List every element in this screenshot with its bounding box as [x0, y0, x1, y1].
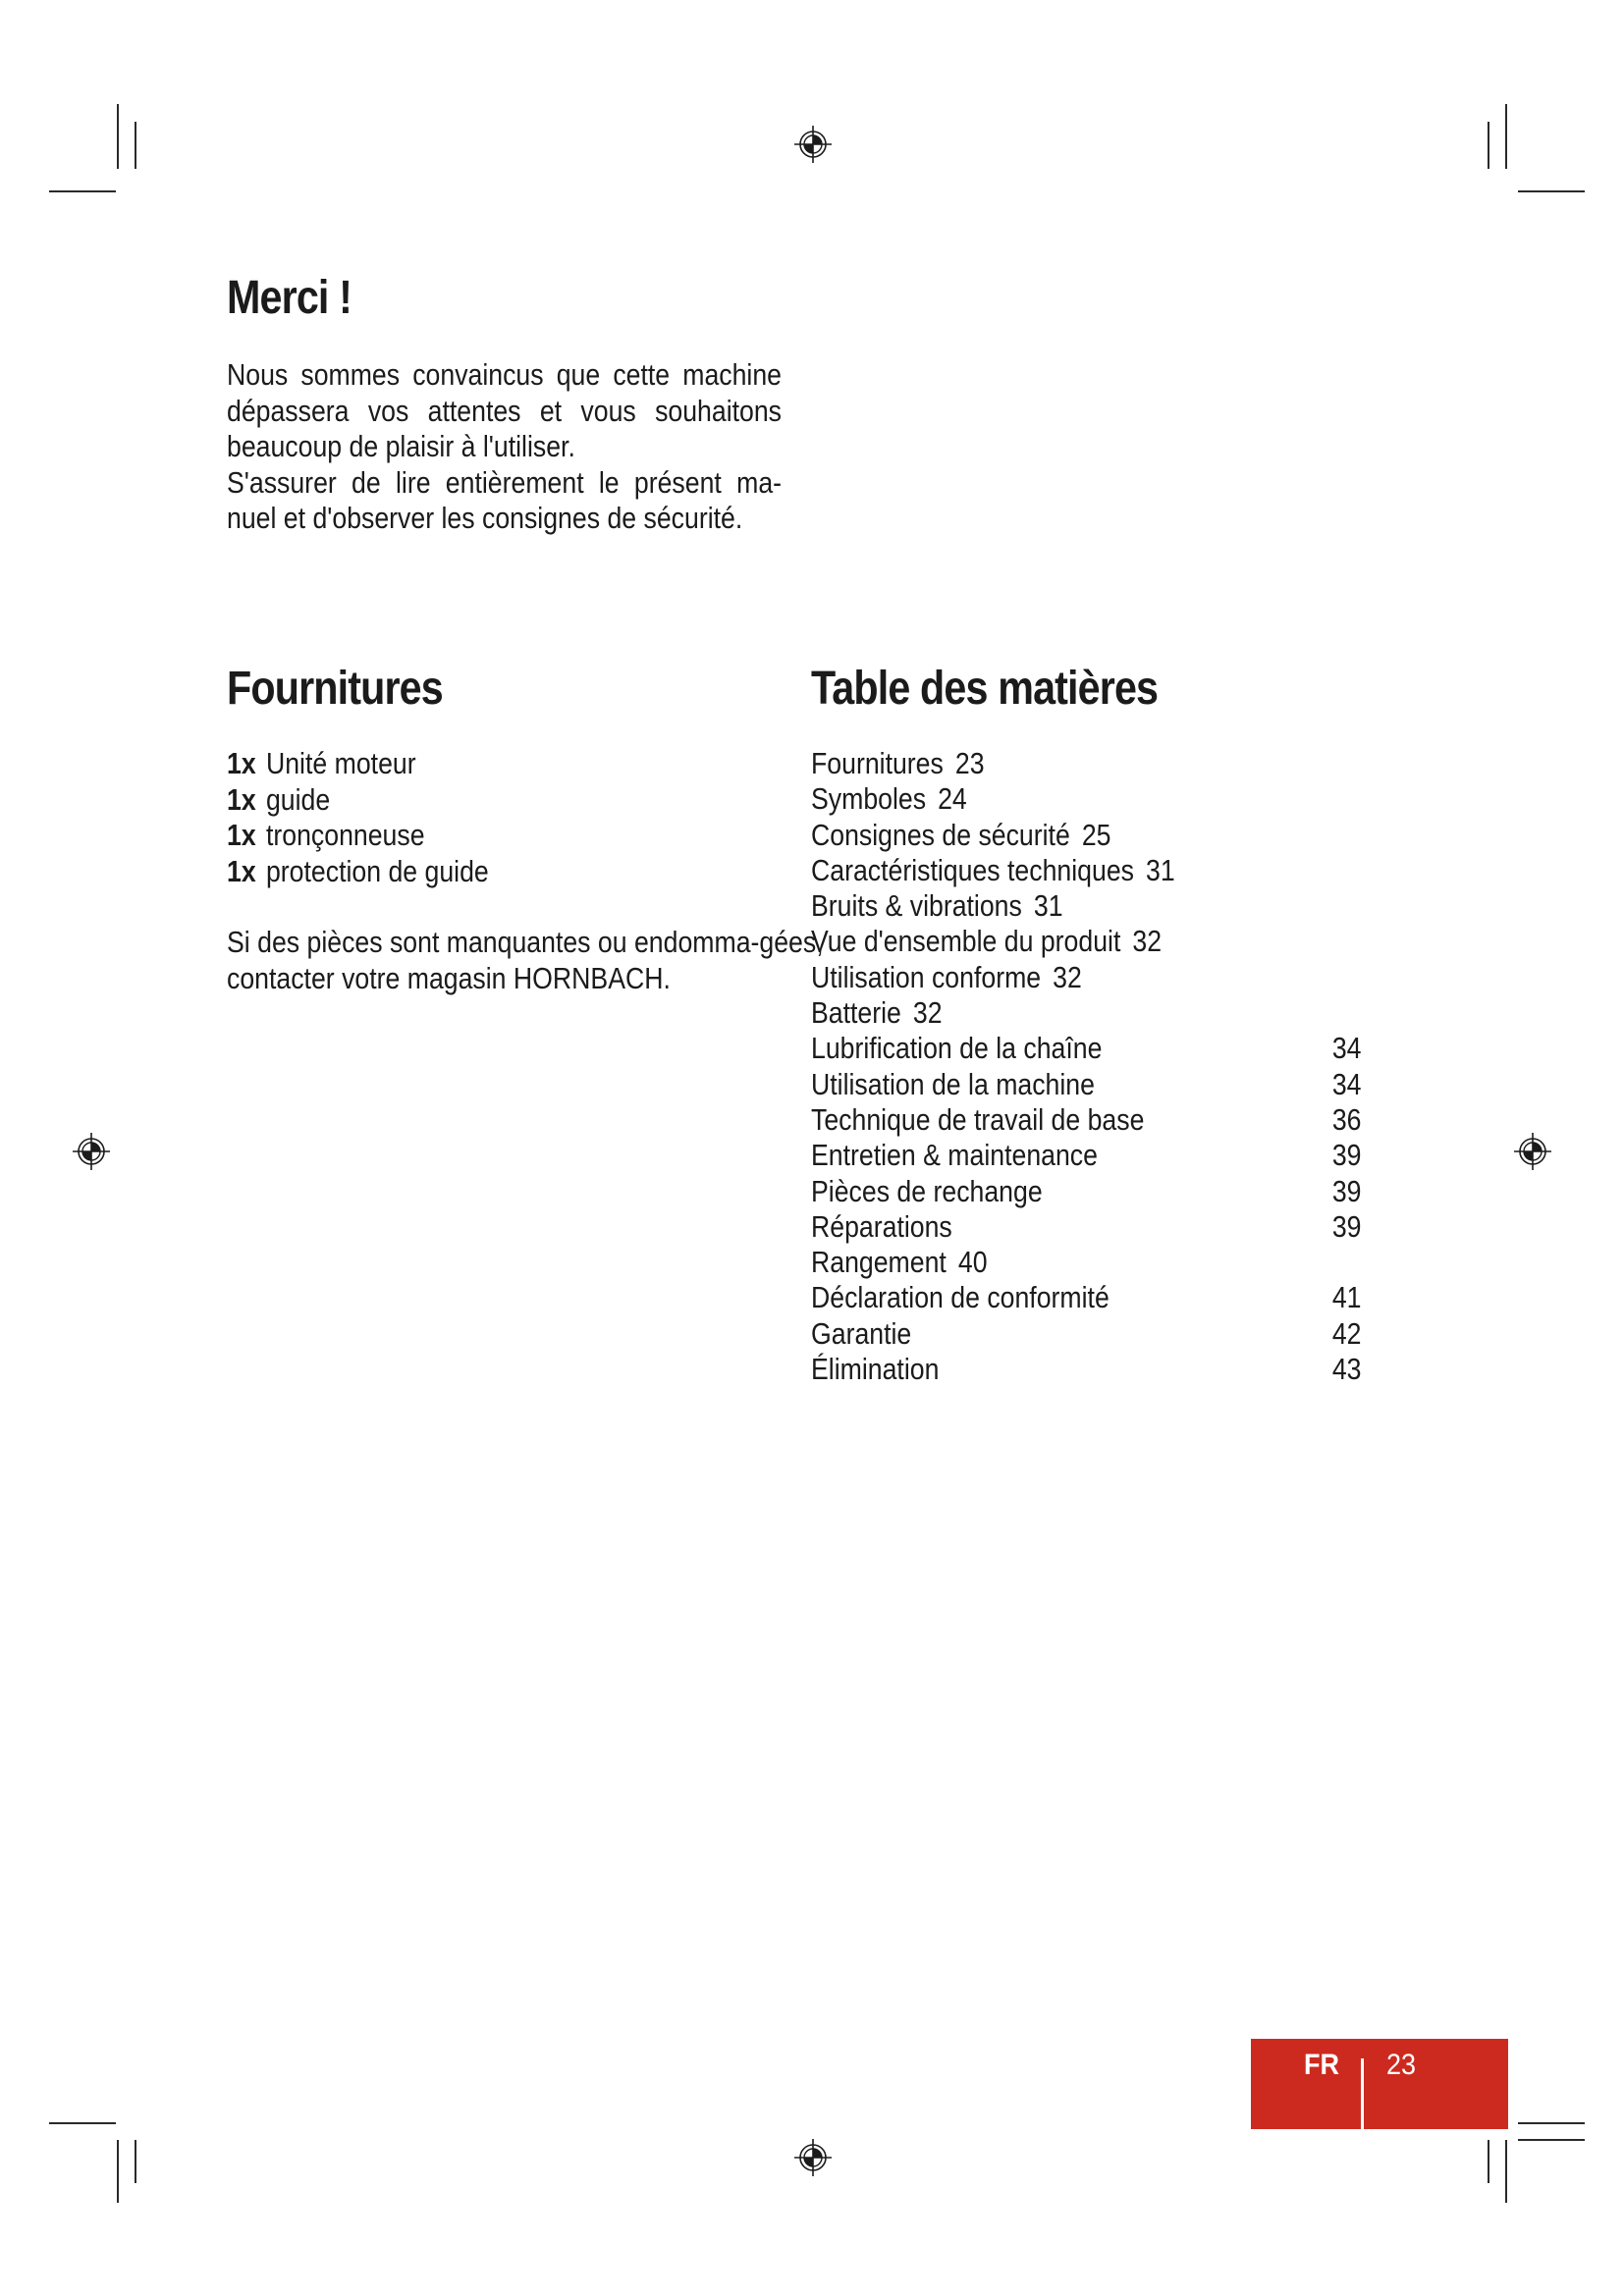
toc-entry-page: 23 [954, 746, 985, 780]
supply-name: protection de guide [265, 853, 489, 888]
toc-entry-page: 39 [1331, 1173, 1361, 1208]
supplies-note [227, 925, 835, 996]
thanks-paragraph: Nous sommes convaincus que cette machine dépassera vos attentes et vous souhaitons beaucoup de plaisir à l'utiliser. [227, 357, 783, 463]
crop-mark [1488, 122, 1489, 169]
toc-entry-page: 40 [957, 1245, 988, 1280]
registration-mark-icon [72, 1132, 111, 1171]
crop-mark [1518, 2122, 1585, 2124]
toc-entry-label: Symboles [811, 781, 927, 817]
toc-title: Table des matières [811, 663, 1159, 715]
crop-mark [1518, 2139, 1585, 2141]
supply-name: Unité moteur [265, 746, 416, 780]
crop-mark [1488, 2140, 1489, 2183]
supply-name: guide [265, 781, 331, 817]
page-number: 23 [1386, 2049, 1417, 2081]
crop-mark [1505, 104, 1507, 169]
registration-mark-icon [793, 2138, 833, 2177]
registration-mark-icon [1513, 1132, 1552, 1171]
crop-mark [49, 2122, 116, 2124]
toc-entry-page: 36 [1331, 1101, 1361, 1137]
toc-entry-label: Pièces de rechange [811, 1173, 1043, 1208]
toc-entry[interactable] [811, 1102, 1361, 1138]
toc-entry-page: 24 [938, 781, 967, 817]
supplies-note-text: Si des pièces sont manquantes ou endomma-gées, contacter votre magasin HORNBACH. [227, 925, 824, 995]
toc-entry[interactable] [811, 781, 1361, 817]
toc-entry[interactable] [811, 1352, 1361, 1387]
toc-entry-page: 42 [1331, 1315, 1361, 1351]
toc-entry-page: 34 [1331, 1066, 1361, 1101]
supply-name: tronçonneuse [265, 818, 425, 852]
supplies-list [227, 746, 489, 889]
toc-entry[interactable] [811, 924, 1361, 959]
toc-entry[interactable] [811, 1316, 1361, 1352]
toc-entry-label: Bruits & vibrations [811, 888, 1022, 924]
crop-mark [117, 104, 119, 169]
toc-entry-page: 32 [1053, 959, 1082, 994]
registration-mark-icon [793, 125, 833, 164]
crop-mark [135, 2140, 136, 2183]
toc-entry[interactable] [811, 1067, 1361, 1102]
toc-entry-page: 43 [1331, 1352, 1361, 1387]
toc-entry-page: 39 [1331, 1208, 1361, 1244]
toc-entry-label: Vue d'ensemble du produit [811, 924, 1121, 959]
toc-entry-label: Consignes de sécurité [811, 817, 1070, 852]
toc-entry[interactable] [811, 1280, 1361, 1315]
list-item [227, 746, 489, 782]
crop-mark [135, 122, 136, 169]
supply-quantity: 1x [227, 781, 256, 817]
toc-entry[interactable] [811, 1138, 1361, 1173]
crop-mark [1505, 2140, 1507, 2203]
toc-entry[interactable] [811, 960, 1361, 995]
toc-entry[interactable] [811, 995, 1361, 1031]
crop-mark [49, 190, 116, 192]
toc-entry[interactable] [811, 1031, 1361, 1066]
thanks-text [227, 357, 782, 537]
toc-entry[interactable] [811, 1209, 1361, 1245]
toc-entry-label: Déclaration de conformité [811, 1280, 1110, 1315]
thanks-title: Merci ! [227, 272, 352, 324]
toc-entry-page: 41 [1331, 1280, 1361, 1315]
toc-entry-label: Utilisation de la machine [811, 1066, 1095, 1101]
toc-entry[interactable] [811, 1174, 1361, 1209]
thanks-paragraph: S'assurer de lire entièrement le présent ma-nuel et d'observer les consignes de sécurité. [227, 464, 783, 535]
toc-entry[interactable] [811, 853, 1361, 888]
supply-quantity: 1x [227, 853, 256, 888]
table-of-contents [811, 746, 1361, 1387]
supplies-title: Fournitures [227, 663, 443, 715]
toc-entry[interactable] [811, 1245, 1361, 1280]
toc-entry-label: Utilisation conforme [811, 959, 1042, 994]
toc-entry-label: Élimination [811, 1352, 940, 1387]
toc-entry[interactable] [811, 888, 1361, 924]
toc-entry-label: Caractéristiques techniques [811, 852, 1134, 887]
language-page-tab [1251, 2039, 1508, 2129]
toc-entry-page: 31 [1146, 852, 1175, 887]
tab-divider [1361, 2058, 1364, 2129]
toc-entry-page: 32 [1132, 924, 1163, 959]
toc-entry-page: 32 [912, 995, 943, 1031]
toc-entry-label: Batterie [811, 995, 901, 1031]
list-item [227, 854, 489, 890]
toc-entry-label: Fournitures [811, 746, 944, 780]
toc-entry[interactable] [811, 818, 1361, 853]
toc-entry-label: Entretien & maintenance [811, 1138, 1098, 1173]
crop-mark [1518, 190, 1585, 192]
supply-quantity: 1x [227, 818, 256, 852]
toc-entry-label: Réparations [811, 1208, 952, 1244]
toc-entry-label: Garantie [811, 1315, 912, 1351]
list-item [227, 782, 489, 819]
toc-entry[interactable] [811, 746, 1361, 781]
toc-entry-page: 31 [1033, 888, 1063, 924]
toc-entry-label: Lubrification de la chaîne [811, 1031, 1103, 1066]
supply-quantity: 1x [227, 746, 256, 780]
toc-entry-page: 25 [1081, 817, 1111, 852]
toc-entry-label: Technique de travail de base [811, 1101, 1145, 1137]
toc-entry-page: 39 [1331, 1138, 1361, 1173]
list-item [227, 818, 489, 854]
language-code: FR [1304, 2049, 1339, 2081]
toc-entry-page: 34 [1331, 1031, 1361, 1066]
toc-entry-label: Rangement [811, 1245, 947, 1280]
crop-mark [117, 2140, 119, 2203]
